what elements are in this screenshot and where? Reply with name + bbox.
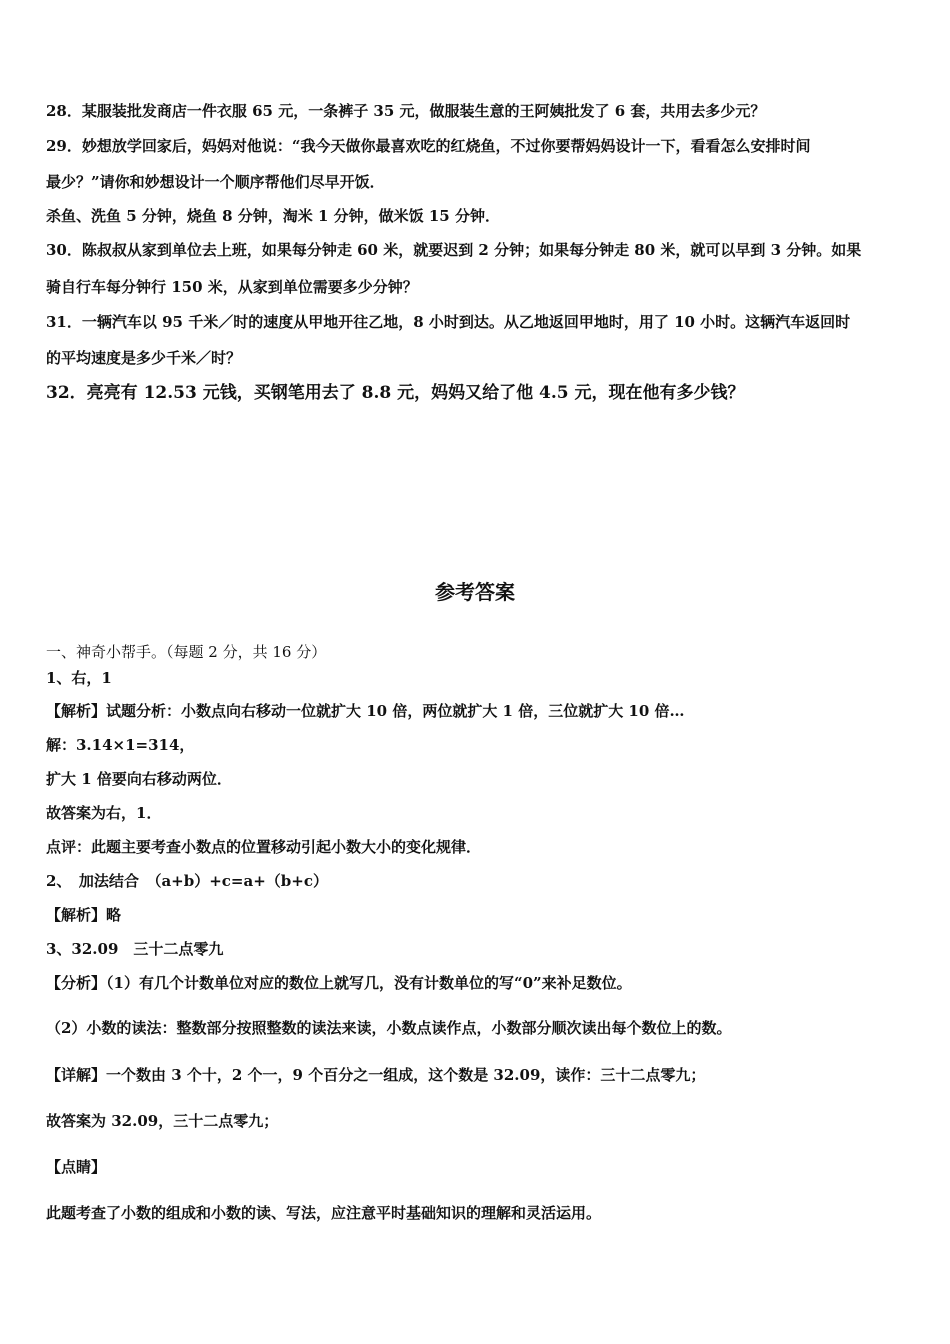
question-31-line-1: 31．一辆汽车以 95 千米／时的速度从甲地开往乙地，8 小时到达。从乙地返回甲地时，用了 10 小时。这辆汽车返回时: [46, 313, 851, 331]
answer-1-comment: 点评：此题主要考查小数点的位置移动引起小数大小的变化规律．: [46, 838, 482, 856]
answer-3-detail: 【详解】一个数由 3 个十，2 个一，9 个百分之一组成，这个数是 32.09，读作：三十二点零九；: [46, 1066, 706, 1084]
question-29-line-2: 最少？”请你和妙想设计一个顺序帮他们尽早开饭．: [46, 173, 385, 191]
question-32: 32．亮亮有 12.53 元钱，买钢笔用去了 8.8 元，妈妈又给了他 4.5 元，现在他有多少钱？: [46, 383, 745, 403]
answer-3-analysis-1: 【分析】（1）有几个计数单位对应的数位上就写几，没有计数单位的写“0”来补足数位。: [46, 974, 632, 992]
question-28: 28．某服装批发商店一件衣服 65 元，一条裤子 35 元，做服装生意的王阿姨批发了 6 套，共用去多少元？: [46, 102, 766, 120]
answer-3-tip: 此题考查了小数的组成和小数的读、写法，应注意平时基础知识的理解和灵活运用。: [46, 1204, 602, 1222]
answer-3-analysis-2: （2）小数的读法：整数部分按照整数的读法来读，小数点读作点，小数部分顺次读出每个数位上的数。: [46, 1019, 732, 1037]
answers-section-1: 一、神奇小帮手。（每题 2 分，共 16 分）: [46, 643, 327, 661]
answer-2-analysis: 【解析】略: [46, 906, 122, 924]
answer-3: 3、32.09 三十二点零九: [46, 940, 224, 958]
answer-1-analysis: 【解析】试题分析：小数点向右移动一位就扩大 10 倍，两位就扩大 1 倍，三位就扩大 10 倍…: [46, 702, 685, 720]
question-30-line-2: 骑自行车每分钟行 150 米，从家到单位需要多少分钟？: [46, 278, 418, 296]
answer-2: 2、 加法结合 （a+b）+c=a+（b+c）: [46, 872, 328, 890]
question-31-line-2: 的平均速度是多少千米／时？: [46, 349, 242, 367]
question-29-line-1: 29．妙想放学回家后，妈妈对他说：“我今天做你最喜欢吃的红烧鱼，不过你要帮妈妈设计一下，看看怎么安排时间: [46, 137, 811, 155]
answers-title: 参考答案: [435, 580, 515, 604]
answer-1: 1、右，1: [46, 669, 112, 687]
answer-1-conclusion: 故答案为右，1．: [46, 804, 162, 822]
answer-3-conclusion: 故答案为 32.09，三十二点零九；: [46, 1112, 279, 1130]
answer-1-step: 扩大 1 倍要向右移动两位．: [46, 770, 232, 788]
answer-1-solution: 解：3.14×1=314，: [46, 736, 195, 754]
question-29-line-3: 杀鱼、洗鱼 5 分钟，烧鱼 8 分钟，淘米 1 分钟，做米饭 15 分钟．: [46, 207, 500, 225]
question-30-line-1: 30．陈叔叔从家到单位去上班，如果每分钟走 60 米，就要迟到 2 分钟；如果每分钟走 80 米，就可以早到 3 分钟。如果: [46, 241, 862, 259]
answer-3-tip-label: 【点睛】: [46, 1158, 107, 1176]
